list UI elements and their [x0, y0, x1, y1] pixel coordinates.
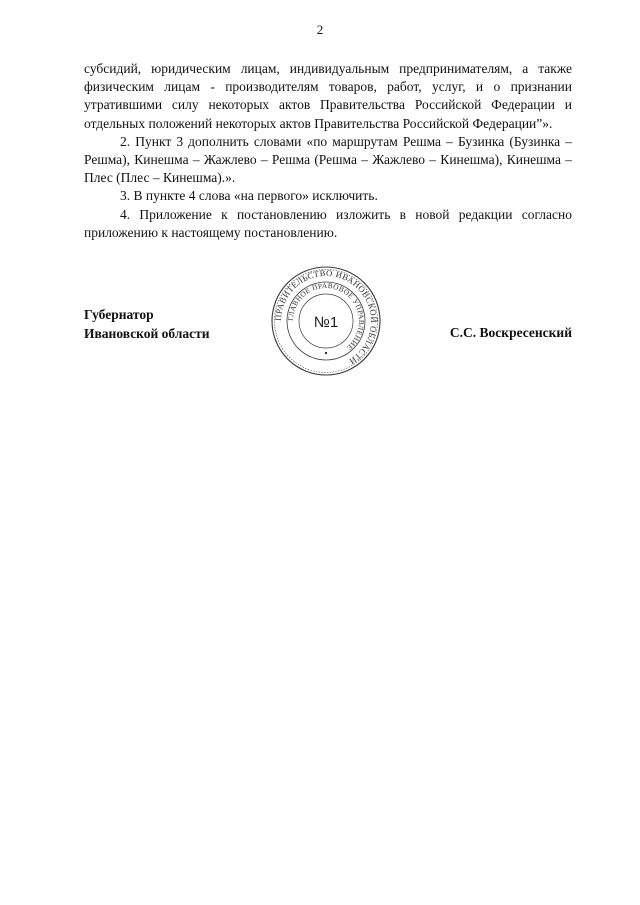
paragraph-item-3: 3. В пункте 4 слова «на первого» исключить. [120, 188, 378, 204]
page-number: 2 [316, 22, 324, 37]
stamp-outer-text: ПРАВИТЕЛЬСТВО ИВАНОВСКОЙ ОБЛАСТИ [272, 267, 380, 367]
signatory-region: Ивановской области [84, 325, 210, 341]
document-body [84, 60, 572, 242]
stamp-center-number: №1 [313, 314, 339, 331]
official-stamp [270, 265, 382, 377]
signatory-position [84, 306, 210, 343]
signatory-title: Губернатор [84, 307, 154, 322]
stamp-inner-text: ГЛАВНОЕ ПРАВОВОЕ УПРАВЛЕНИЕ [285, 280, 367, 353]
paragraph-item-2: 2. Пункт 3 дополнить словами «по маршрутам Решма – Бузинка (Бузинка – Решма), Кинешма – Жажлево – Решма (Решма – Жажлево – Кинешма), Кинешма – Плес (Плес – Кинешма).». [84, 133, 572, 186]
signatory-name: С.С. Воскресенский [449, 325, 572, 340]
stamp-seal-icon [270, 265, 382, 377]
paragraph-item-4: 4. Приложение к постановлению изложить в новой редакции согласно приложению к настоящему постановлению. [84, 206, 572, 240]
paragraph-continuation: субсидий, юридическим лицам, индивидуальным предпринимателям, а также физическим лицам - производителям товаров, работ, услуг, и о признании утратившими силу некоторых актов Правительства Российской Федерации и отдельных положений некоторых актов Правительства Российской Федерации”». [84, 61, 572, 131]
